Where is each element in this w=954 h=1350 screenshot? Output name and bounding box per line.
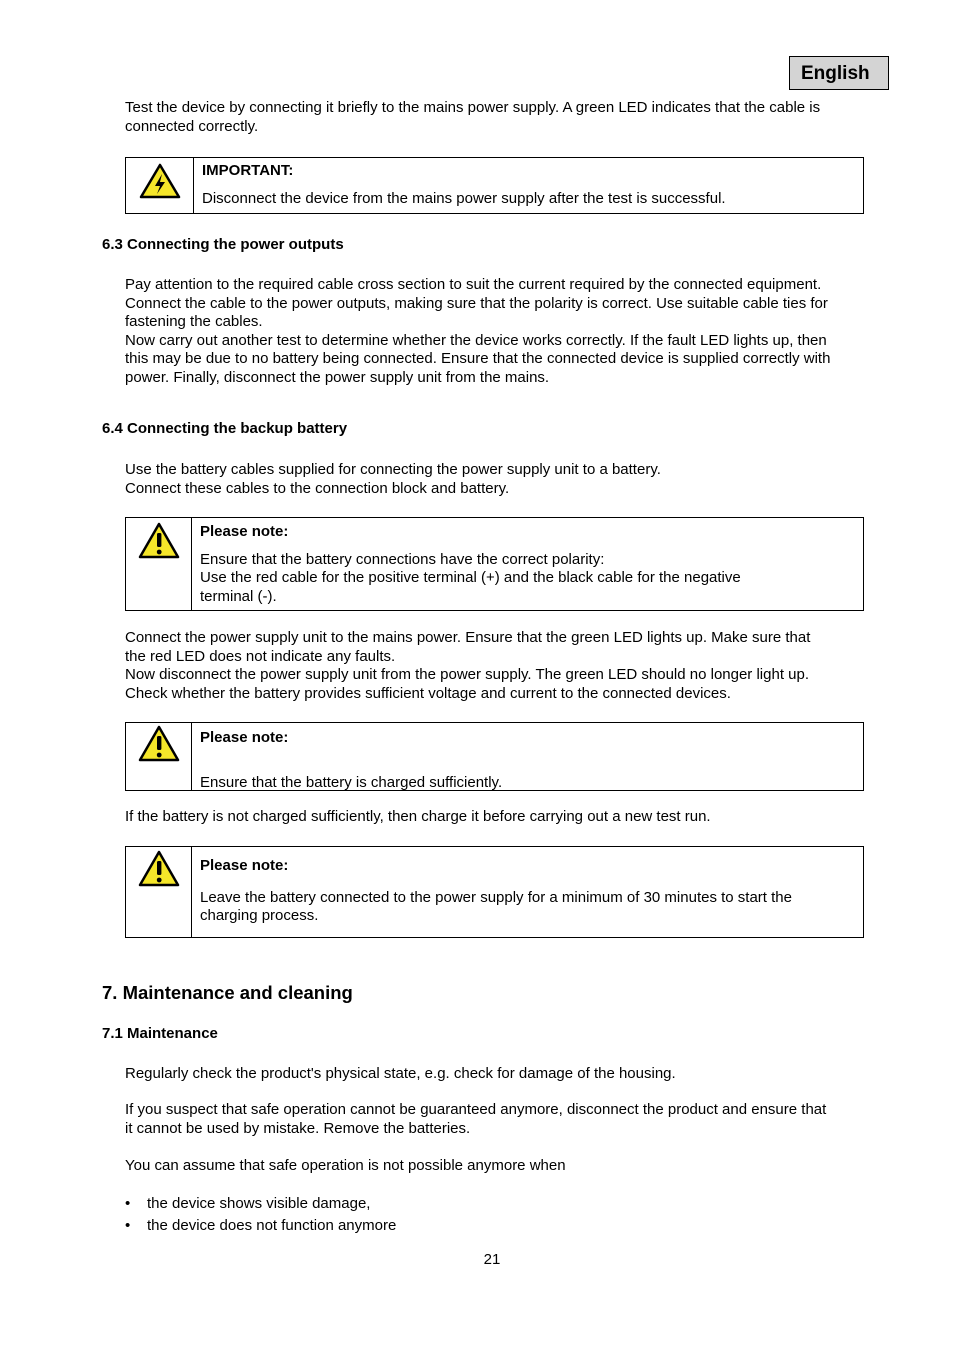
- important-box: [125, 157, 864, 214]
- sec64-mid-line: Connect the power supply unit to the mains power. Ensure that the green LED lights up. Make sure that: [125, 629, 811, 646]
- sec63-line: Connect the cable to the power outputs, making sure that the polarity is correct. Use suitable cable ties for: [125, 294, 828, 312]
- sec7-p2-line: If you suspect that safe operation cannot be guaranteed anymore, disconnect the product and ensure that: [125, 1101, 827, 1118]
- sec64-mid-line: Check whether the battery provides sufficient voltage and current to the connected devices.: [125, 684, 731, 702]
- note3-line: charging process.: [200, 907, 319, 924]
- sec64-after-note2: If the battery is not charged sufficiently, then charge it before carrying out a new test run.: [125, 808, 711, 825]
- bullet-icon: •: [125, 1217, 131, 1234]
- sec63-line: Pay attention to the required cable cross section to suit the current required by the connected equipment.: [125, 276, 822, 293]
- sec7-p1: Regularly check the product's physical state, e.g. check for damage of the housing.: [125, 1065, 676, 1082]
- heading-7-1: 7.1 Maintenance: [102, 1025, 218, 1042]
- note-box-charged: [125, 722, 864, 791]
- warning-icon: [138, 850, 180, 888]
- important-title: IMPORTANT:: [202, 162, 294, 179]
- note-box-charging: [125, 846, 864, 938]
- note1-line: Ensure that the battery connections have the correct polarity:: [200, 550, 605, 568]
- heading-6-3: 6.3 Connecting the power outputs: [102, 236, 344, 253]
- list-item: [125, 1217, 396, 1236]
- list-item-text: the device shows visible damage,: [147, 1195, 371, 1212]
- warning-icon: [138, 522, 180, 560]
- sec63-line: this may be due to no battery being connected. Ensure that the connected device is supplied correctly with: [125, 350, 831, 367]
- note3-line: Leave the battery connected to the power supply for a minimum of 30 minutes to start the: [200, 888, 792, 906]
- warning-icon: [138, 725, 180, 763]
- intro-paragraph: Test the device by connecting it briefly to the mains power supply. A green LED indicates that the cable is connected correctly.: [125, 99, 821, 135]
- note2-text: Ensure that the battery is charged sufficiently.: [200, 773, 503, 791]
- note-icon-cell: [126, 723, 192, 790]
- sec64-intro-line: Use the battery cables supplied for connecting the power supply unit to a battery.: [125, 461, 661, 478]
- sec63-paragraph: [125, 276, 885, 387]
- note-icon-cell: [126, 518, 192, 610]
- bullet-icon: •: [125, 1195, 131, 1212]
- note-icon-cell: [126, 847, 192, 937]
- sec7-p2-line: it cannot be used by mistake. Remove the batteries.: [125, 1119, 471, 1137]
- note1-line: Use the red cable for the positive terminal (+) and the black cable for the negative: [200, 569, 741, 586]
- note2-title: Please note:: [200, 729, 289, 746]
- important-text: Disconnect the device from the mains power supply after the test is successful.: [202, 189, 726, 207]
- list-item: [125, 1195, 370, 1214]
- page-number: 21: [483, 1251, 501, 1268]
- sec64-intro: [125, 461, 885, 498]
- lightning-warning-icon: [139, 163, 181, 199]
- heading-6-4: 6.4 Connecting the backup battery: [102, 420, 348, 437]
- note3-title: Please note:: [200, 857, 289, 874]
- language-tab: English: [789, 56, 889, 90]
- heading-7: 7. Maintenance and cleaning: [102, 982, 353, 1003]
- sec63-line: fastening the cables.: [125, 313, 263, 330]
- note1-title: Please note:: [200, 523, 289, 540]
- sec7-p2: [125, 1101, 885, 1138]
- sec64-mid-line: the red LED does not indicate any faults.: [125, 647, 396, 665]
- note1-line: terminal (-).: [200, 587, 277, 605]
- list-item-text: the device does not function anymore: [147, 1217, 397, 1234]
- sec64-intro-line: Connect these cables to the connection block and battery.: [125, 479, 510, 497]
- note-box-polarity: [125, 517, 864, 611]
- sec63-line: power. Finally, disconnect the power supply unit from the mains.: [125, 368, 550, 386]
- sec7-p3: You can assume that safe operation is not possible anymore when: [125, 1157, 566, 1174]
- sec64-mid-paragraph: [125, 629, 885, 703]
- important-icon-cell: [126, 158, 194, 213]
- sec64-mid-line: Now disconnect the power supply unit from the power supply. The green LED should no longer light up.: [125, 666, 810, 683]
- sec63-line: Now carry out another test to determine whether the device works correctly. If the fault LED lights up, then: [125, 331, 827, 349]
